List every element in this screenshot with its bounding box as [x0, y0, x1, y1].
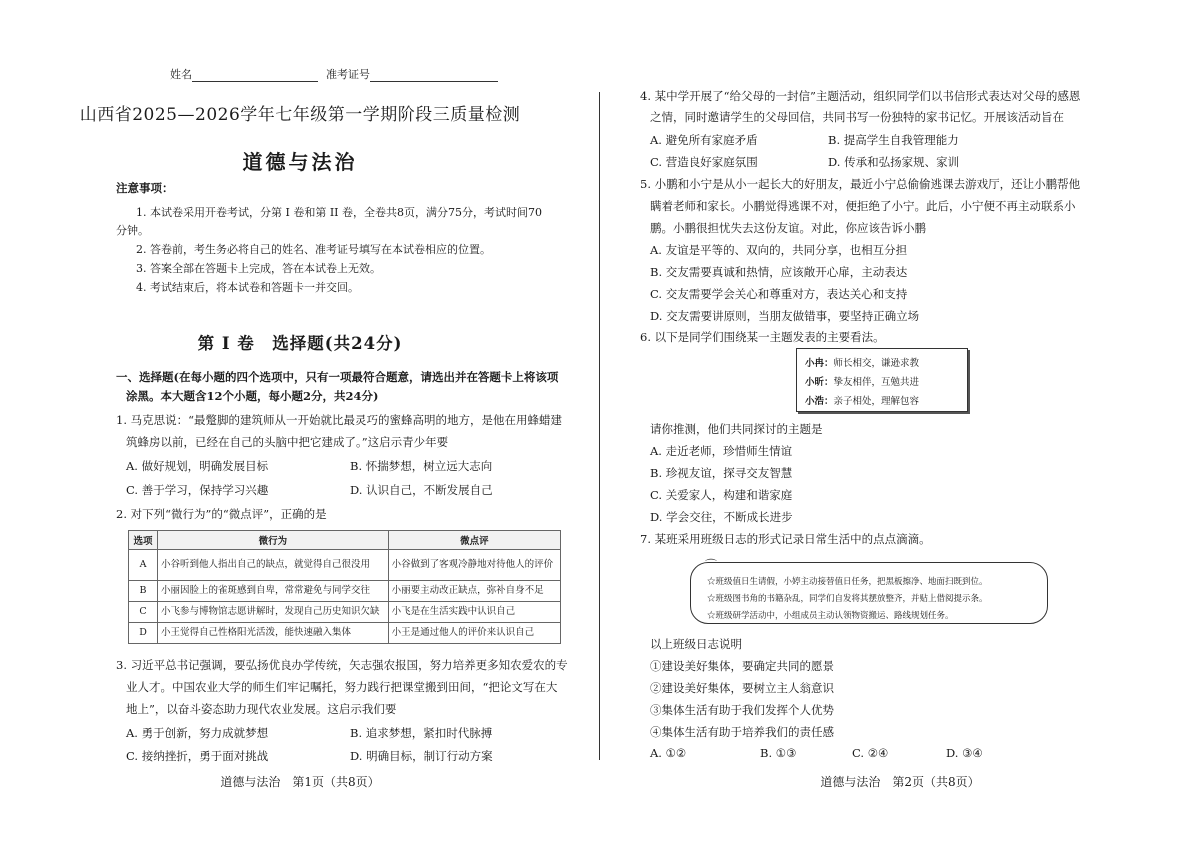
- q6-opinion-box: [796, 348, 968, 412]
- table-row: [129, 602, 561, 623]
- q7-option-a: A. ①②: [650, 746, 687, 760]
- speaker-text: 师长相交，谦逊求教: [833, 358, 920, 369]
- speaker-name: 小冉：: [805, 358, 834, 369]
- table-cell: C: [129, 602, 158, 623]
- q7-prompt: 以上班级日志说明: [650, 637, 742, 651]
- log-entry: ☆班级图书角的书籍杂乱，同学们自发将其摆放整齐，并贴上借阅提示条。: [707, 594, 988, 604]
- q7-item-3: ③集体生活有助于我们发挥个人优势: [650, 703, 834, 717]
- table-cell: D: [129, 623, 158, 644]
- log-entry: ☆班级研学活动中，小组成员主动认领物资搬运、路线规划任务。: [707, 611, 954, 621]
- q2-table: [128, 530, 561, 644]
- table-cell: 小飞参与博物馆志愿讲解时，发现自己历史知识欠缺: [158, 602, 389, 623]
- footer-left: 道德与法治 第1页（共8页）: [220, 775, 380, 789]
- name-blank: [192, 69, 318, 82]
- exam-subtitle: 山西省2025—2026学年七年级第一学期阶段三质量检测: [79, 105, 521, 125]
- table-header-row: [129, 531, 561, 550]
- name-exam-id-line: [170, 66, 506, 82]
- speaker-text: 亲子相处，理解包容: [833, 396, 920, 407]
- q6-option-b: B. 珍视友谊，探寻交友智慧: [650, 466, 793, 480]
- q1-option-a: A. 做好规划，明确发展目标: [126, 459, 269, 473]
- table-header: 微行为: [158, 531, 389, 550]
- table-cell: 小谷听到他人指出自己的缺点，就觉得自己很没用: [158, 550, 389, 581]
- table-cell: 小丽要主动改正缺点，弥补自身不足: [388, 581, 560, 602]
- scroll-curl-icon: ⌒: [705, 558, 718, 572]
- q6-option-c: C. 关爱家人，构建和谐家庭: [650, 488, 793, 502]
- speaker-name: 小昕：: [805, 377, 834, 388]
- note-2: 2. 答卷前，考生务必将自己的姓名、准考证号填写在本试卷相应的位置。: [136, 243, 491, 256]
- q4-option-c: C. 营造良好家庭氛围: [650, 155, 758, 169]
- table-cell: 小丽因脸上的雀斑感到自卑，常常避免与同学交往: [158, 581, 389, 602]
- q5-option-b: B. 交友需要真诚和热情，应该敞开心扉，主动表达: [650, 265, 908, 279]
- q1-option-c: C. 善于学习，保持学习兴趣: [126, 483, 269, 497]
- q3-option-b: B. 追求梦想，紧扣时代脉搏: [350, 726, 493, 740]
- speaker-name: 小浩：: [805, 396, 834, 407]
- q6-stem: 6. 以下是同学们围绕某一主题发表的主要看法。: [640, 330, 885, 344]
- table-row: [129, 550, 561, 581]
- table-row: [129, 623, 561, 644]
- q7-log-box: [690, 558, 1048, 624]
- q4-stem: 4. 某中学开展了“给父母的一封信”主题活动，组织同学们以书信形式表达对父母的感恩: [640, 89, 1081, 103]
- opinion-row: [805, 393, 919, 407]
- table-cell: 小谷做到了客观冷静地对待他人的评价: [388, 550, 560, 581]
- q5-option-d: D. 交友需要讲原则，当朋友做错事，要坚持正确立场: [650, 309, 920, 323]
- q5-option-c: C. 交友需要学会关心和尊重对方，表达关心和支持: [650, 287, 908, 301]
- q5-stem-cont: 瞒着老师和家长。小鹏觉得逃课不对，便拒绝了小宁。此后，小宁便不再主动联系小: [650, 199, 1076, 213]
- q4-option-d: D. 传承和弘扬家规、家训: [828, 155, 960, 169]
- q3-option-c: C. 接纳挫折，勇于面对挑战: [126, 749, 269, 763]
- q6-option-d: D. 学会交往，不断成长进步: [650, 510, 793, 524]
- q3-option-d: D. 明确目标，制订行动方案: [350, 749, 493, 763]
- log-entry: ☆班级值日生请假，小婷主动接替值日任务，把黑板擦净、地面扫既到位。: [707, 577, 988, 587]
- q4-option-b: B. 提高学生自我管理能力: [828, 133, 959, 147]
- q5-stem: 5. 小鹏和小宁是从小一起长大的好朋友，最近小宁总偷偷逃课去游戏厅，还让小鹏帮他: [640, 177, 1081, 191]
- q2-stem: 2. 对下列“微行为”的“微点评”，正确的是: [116, 507, 327, 521]
- q1-option-d: D. 认识自己，不断发展自己: [350, 483, 493, 497]
- table-cell: A: [129, 550, 158, 581]
- q7-option-c: C. ②④: [852, 746, 889, 760]
- q7-item-2: ②建设美好集体，要树立主人翁意识: [650, 681, 834, 695]
- q7-item-4: ④集体生活有助于培养我们的责任感: [650, 725, 834, 739]
- q3-stem: 3. 习近平总书记强调，要弘扬优良办学传统，矢志强农报国，努力培养更多知农爱农的专: [116, 658, 568, 672]
- opinion-row: [805, 355, 919, 369]
- q1-option-b: B. 怀揣梦想，树立远大志向: [350, 459, 493, 473]
- section-instruction-cont: 涂黑。本大题含12个小题，每小题2分，共24分): [126, 389, 379, 403]
- q6-prompt: 请你推测，他们共同探讨的主题是: [650, 422, 823, 436]
- opinion-row: [805, 374, 919, 388]
- speaker-text: 挚友相伴，互勉共进: [833, 377, 920, 388]
- q1-stem: 1. 马克思说：“最蹩脚的建筑师从一开始就比最灵巧的蜜蜂高明的地方，是他在用蜂蜡建: [116, 413, 563, 427]
- q3-stem-cont: 业人才。中国农业大学的师生们牢记嘱托，努力践行把课堂搬到田间，“把论文写在大: [126, 680, 558, 694]
- q7-option-d: D. ③④: [946, 746, 983, 760]
- q7-item-1: ①建设美好集体，要确定共同的愿景: [650, 659, 834, 673]
- q5-stem-cont: 鹏。小鹏很担忧失去这份友谊。对此，你应该告诉小鹏: [650, 221, 926, 235]
- section-instruction: 一、选择题(在每小题的四个选项中，只有一项最符合题意，请选出并在答题卡上将该项: [116, 370, 559, 384]
- q3-option-a: A. 勇于创新，努力成就梦想: [126, 726, 269, 740]
- q6-option-a: A. 走近老师，珍惜师生情谊: [650, 444, 793, 458]
- exam-title: 道德与法治: [242, 150, 358, 174]
- table-cell: 小飞是在生活实践中认识自己: [388, 602, 560, 623]
- note-4: 4. 考试结束后，将本试卷和答题卡一并交回。: [136, 281, 359, 294]
- table-cell: 小王觉得自己性格阳光活泼，能快速融入集体: [158, 623, 389, 644]
- table-cell: B: [129, 581, 158, 602]
- q7-option-b: B. ①③: [760, 746, 797, 760]
- note-1-cont: 分钟。: [116, 224, 149, 237]
- notes-heading: 注意事项：: [116, 181, 174, 195]
- table-cell: 小王是通过他人的评价来认识自己: [388, 623, 560, 644]
- section-title: 第 I 卷 选择题(共24分): [197, 334, 403, 353]
- q7-stem: 7. 某班采用班级日志的形式记录日常生活中的点点滴滴。: [640, 532, 931, 546]
- table-row: [129, 581, 561, 602]
- q3-stem-cont: 地上”，以奋斗姿态助力现代农业发展。这启示我们要: [126, 702, 397, 716]
- q1-stem-cont: 筑蜂房以前，已经在自己的头脑中把它建成了。”这启示青少年要: [126, 435, 449, 449]
- note-3: 3. 答案全部在答题卡上完成，答在本试卷上无效。: [136, 262, 381, 275]
- exam-id-blank: [370, 69, 498, 82]
- table-header: 选项: [129, 531, 158, 550]
- table-header: 微点评: [388, 531, 560, 550]
- q5-option-a: A. 友谊是平等的、双向的，共同分享，也相互分担: [650, 243, 908, 257]
- exam-id-label: 准考证号: [326, 68, 370, 81]
- q4-option-a: A. 避免所有家庭矛盾: [650, 133, 758, 147]
- name-label: 姓名: [170, 68, 192, 81]
- footer-right: 道德与法治 第2页（共8页）: [820, 775, 980, 789]
- note-1: 1. 本试卷采用开卷考试，分第 I 卷和第 II 卷，全卷共8页，满分75分，考试时间70: [136, 206, 543, 219]
- q4-stem-cont: 之情，同时邀请学生的父母回信，共同书写一份独特的家书记忆。开展该活动旨在: [650, 110, 1064, 124]
